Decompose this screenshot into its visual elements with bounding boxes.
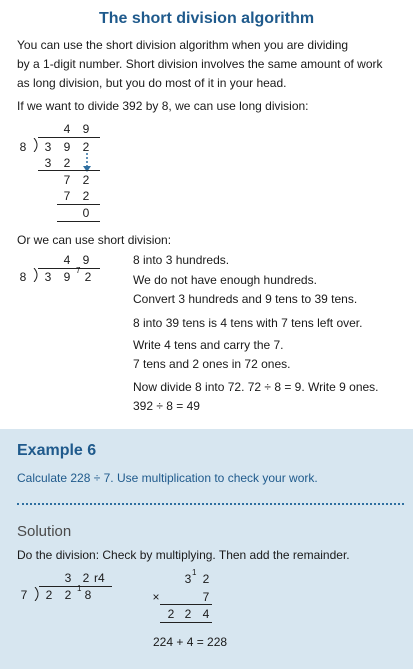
dividend-digit: 2 xyxy=(82,140,90,154)
divisor: 7 xyxy=(20,588,28,602)
carry-digit: 1 xyxy=(192,568,197,577)
division-bar xyxy=(38,137,100,138)
step-digit: 2 xyxy=(82,173,90,187)
divisor: 8 xyxy=(19,270,27,284)
quotient-digit: 2 xyxy=(82,571,90,585)
step-text: 7 tens and 2 ones in 72 ones. xyxy=(133,357,291,371)
dividend-digit: 8 xyxy=(84,588,92,602)
dividend-digit: 9 xyxy=(63,140,71,154)
product-digit: 2 xyxy=(167,607,175,621)
step-text: Write 4 tens and carry the 7. xyxy=(133,338,284,352)
remainder: 0 xyxy=(82,206,90,220)
step-digit: 2 xyxy=(63,156,71,170)
dotted-divider xyxy=(17,503,404,505)
division-bar xyxy=(38,268,100,269)
dividend-digit: 3 xyxy=(44,270,52,284)
carry-digit: 1 xyxy=(77,584,82,593)
long-division-intro: If we want to divide 392 by 8, we can use long division: xyxy=(17,99,309,113)
multiplicand-digit: 2 xyxy=(202,572,210,586)
step-digit: 2 xyxy=(82,189,90,203)
dividend-digit: 2 xyxy=(45,588,53,602)
dividend-digit: 3 xyxy=(44,140,52,154)
step-digit: 7 xyxy=(63,189,71,203)
dividend-digit: 9 xyxy=(63,270,71,284)
quotient-digit: 9 xyxy=(82,253,90,267)
times-sign: × xyxy=(152,590,160,604)
page-title: The short division algorithm xyxy=(98,10,315,27)
example-title: Example 6 xyxy=(17,442,97,459)
final-check: 224 + 4 = 228 xyxy=(153,635,228,649)
example-prompt: Calculate 228 ÷ 7. Use multiplication to check your work. xyxy=(17,471,318,485)
step-digit: 7 xyxy=(63,173,71,187)
intro-line-3: as long division, but you do most of it in your head. xyxy=(17,76,287,90)
product-digit: 2 xyxy=(184,607,192,621)
product-digit: 4 xyxy=(202,607,210,621)
intro-line-1: You can use the short division algorithm when you are dividing xyxy=(17,38,349,52)
step-text: We do not have enough hundreds. xyxy=(133,273,317,287)
solution-text: Do the division: Check by multiplying. Then add the remainder. xyxy=(17,548,350,562)
quotient-digit: 4 xyxy=(63,122,71,136)
quotient-remainder: r4 xyxy=(94,571,105,585)
step-digit: 3 xyxy=(44,156,52,170)
step-text: Convert 3 hundreds and 9 tens to 39 tens. xyxy=(133,292,358,306)
divisor: 8 xyxy=(19,140,27,154)
short-division-intro: Or we can use short division: xyxy=(17,233,172,247)
product-line xyxy=(160,604,212,605)
multiplicand-digit: 3 xyxy=(184,572,192,586)
step-text: 8 into 3 hundreds. xyxy=(133,253,230,267)
division-bar xyxy=(39,586,112,587)
division-bracket xyxy=(34,587,42,601)
dividend-digit: 2 xyxy=(64,588,72,602)
subtraction-line xyxy=(57,204,100,205)
dividend-digit: 2 xyxy=(84,270,92,284)
subtraction-line xyxy=(38,170,100,171)
multiplier: 7 xyxy=(202,590,210,604)
intro-line-2: by a 1-digit number. Short division involves the same amount of work xyxy=(17,57,383,71)
step-text: Now divide 8 into 72. 72 ÷ 8 = 9. Write 9 ones. xyxy=(133,380,379,394)
quotient-digit: 9 xyxy=(82,122,90,136)
subtraction-line xyxy=(57,221,100,222)
division-bracket xyxy=(33,268,41,282)
product-line xyxy=(160,622,212,623)
carry-digit: 7 xyxy=(76,266,81,275)
quotient-digit: 4 xyxy=(63,253,71,267)
step-text: 392 ÷ 8 = 49 xyxy=(133,399,200,413)
quotient-digit: 3 xyxy=(64,571,72,585)
solution-title: Solution xyxy=(17,523,72,540)
step-text: 8 into 39 tens is 4 tens with 7 tens left over. xyxy=(133,316,363,330)
division-bracket xyxy=(33,138,41,152)
